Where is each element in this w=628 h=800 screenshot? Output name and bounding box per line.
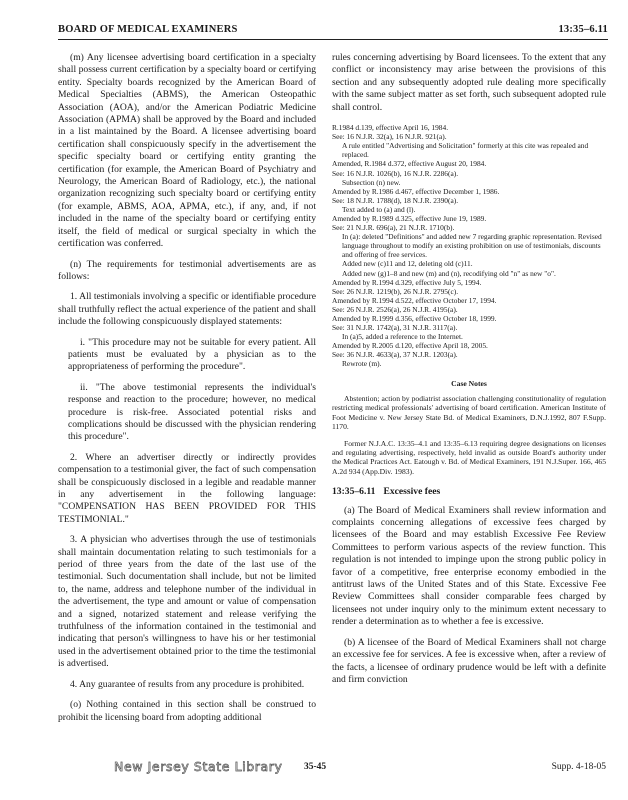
history-line: A rule entitled "Advertising and Solicitation" formerly at this cite was repealed and replaced. (342, 141, 589, 160)
header-section-number: 13:35–6.11 (558, 24, 608, 35)
section-heading (332, 486, 606, 498)
history-notes (332, 123, 606, 369)
paragraph-n-4: 4. Any guarantee of results from any procedure is prohibited. (70, 678, 305, 690)
running-header (58, 24, 608, 40)
page-number: 35-45 (304, 762, 327, 772)
paragraph-n-1: 1. All testimonials involving a specific or identifiable procedure shall truthfully reflect the actual experience of the patient and shall include the following conspicuously displayed statements: (58, 291, 316, 328)
library-watermark: New Jersey State Library (114, 759, 283, 774)
history-line: See: 16 N.J.R. 1026(b), 16 N.J.R. 2286(a). (332, 168, 459, 178)
case-note: Former N.J.A.C. 13:35–4.1 and 13:35–6.13 requiring degree designations on licenses and regulating advertising, respectively, held invalid as outside Board's authority under the Medical Practices Act. Eatough v. Bd. of Medical Examiners, 191 N.J.Super. 166, 465 A.2d 934 (App.Div. 1983). (332, 438, 606, 476)
paragraph-n-1-ii: ii. "The above testimonial represents the individual's response and reaction to the procedure; however, no medical procedure is risk-free. Associated potential risks and complications should be discussed with the physician rendering this procedure". (68, 381, 316, 443)
section-paragraph-b: (b) A licensee of the Board of Medical Examiners shall not charge an excessive fee for services. A fee is excessive when, after a review of the facts, a licensee of ordinary prudence would be left with a definite and firm conviction (332, 636, 606, 685)
history-line: See: 18 N.J.R. 1788(d), 18 N.J.R. 2390(a). (332, 195, 459, 205)
history-line: In (a): deleted "Definitions" and added new 7 regarding graphic representation. Revised language throughout to modify an existing prohibition on use of testimonials, discounts and offering of free services. (342, 232, 602, 260)
history-line: See: 16 N.J.R. 32(a), 16 N.J.R. 921(a). (332, 132, 447, 142)
history-line: See: 26 N.J.R. 1219(b), 26 N.J.R. 2795(c). (332, 286, 459, 296)
history-line: See: 21 N.J.R. 696(a), 21 N.J.R. 1710(b). (332, 223, 455, 233)
header-title: BOARD OF MEDICAL EXAMINERS (58, 24, 238, 35)
history-line: Text added to (a) and (l). (342, 204, 416, 214)
history-line: Added new (c)11 and 12, deleting old (c)11. (342, 259, 473, 269)
paragraph-n-2: 2. Where an advertiser directly or indirectly provides compensation to a testimonial giver, the fact of such compensation shall be conspicuously disclosed in a legible and readable manner in any advertisement in the following language: "COMPENSATION HAS BEEN PROVIDED FOR THIS TESTIMONIAL." (58, 451, 316, 525)
history-line: Amended by R.1986 d.467, effective December 1, 1986. (332, 186, 500, 196)
history-line: Amended by R.1994 d.522, effective October 17, 1994. (332, 295, 497, 305)
paragraph-n: (n) The requirements for testimonial advertisements are as follows: (58, 258, 316, 282)
paragraph-n-3: 3. A physician who advertises through the use of testimonials shall maintain documentation relating to such testimonials for a period of three years from the date of the last use of the testimonial. Such documentation shall include, but not be limited to, the name, address and telephone number of the individual in the advertisement, the type and amount or value of compensation and a signed, notarized statement and release verifying the truthfulness of the information contained in the testimonial and indicating that person's willingness to have his or her testimonial used in the advertisement obtained prior to the time the testimonial is advertised. (58, 534, 316, 670)
paragraph-o: (o) Nothing contained in this section shall be construed to prohibit the licensing board from adopting additional (58, 699, 316, 723)
section-title: Excessive fees (383, 486, 441, 498)
history-line: Subsection (n) new. (342, 177, 401, 187)
history-line: R.1984 d.139, effective April 16, 1984. (332, 123, 449, 133)
history-line: Added new (g)1–8 and new (m) and (n), recodifying old "n" as new "o". (342, 268, 556, 278)
case-notes (332, 379, 606, 477)
supplement-date: Supp. 4-18-05 (551, 762, 606, 772)
paragraph-m: (m) Any licensee advertising board certification in a specialty shall possess current certification by a specialty board or certifying entity. Specialty boards recognized by the American Board of Medical Specialties (ABMS), the American Osteopathic Association (AOA), and/or the American Podiatric Medicine Association (APMA) shall be approved by the Board and included in a list maintained by the Board. A licensee advertising board certification shall conspicuously specify in the advertisement the specific specialty board or certifying entity granting the certification (for example, the American Board of Psychiatry and Neurology, the American Board of Radiology, etc.), the national organization recognizing such specialty board or certifying entity (for example, ABMS, AOA, APMA, etc.), if any, and, if not included in the name of the specialty board or certifying entity itself, the field of medical or surgical specialty in which the certification was conferred. (58, 52, 316, 250)
right-column (332, 52, 606, 686)
section-number: 13:35–6.11 (332, 486, 376, 498)
history-line: Amended by R.1999 d.356, effective October 18, 1999. (332, 314, 497, 323)
history-line: Amended by R.1989 d.325, effective June 19, 1989. (332, 213, 487, 223)
left-column (58, 52, 316, 724)
history-line: See: 36 N.J.R. 4633(a), 37 N.J.R. 1203(a). (332, 350, 458, 360)
paragraph-n-1-i: i. "This procedure may not be suitable for every patient. All patients must be evaluated by a physician as to the appropriateness of performing the procedure". (68, 336, 316, 373)
history-line: See: 31 N.J.R. 1742(a), 31 N.J.R. 3117(a). (332, 323, 458, 333)
history-line: Rewrote (m). (342, 359, 382, 369)
case-note: Abstention; action by podiatrist association challenging constitutionality of regulation restricting medical professionals' advertising of board certification. American Institute of Foot Medicine v. New Jersey State Bd. of Medical Examiners, D.N.J.1992, 807 F.Supp. 1170. (332, 393, 606, 432)
header-rule (58, 39, 608, 40)
paragraph-o-continued: rules concerning advertising by Board licensees. To the extent that any conflict or inconsistency may arise between the provisions of this section and any subsequently adopted rule dealing more specifically with the same subject matter as set forth, such subsequent adopted rule shall control. (332, 52, 606, 113)
history-line: Amended by R.1994 d.329, effective July 5, 1994. (332, 277, 482, 287)
history-line: Amended by R.2005 d.120, effective April 18, 2005. (332, 341, 488, 351)
case-notes-heading: Case Notes (451, 378, 487, 388)
history-line: In (a)5, added a reference to the Internet. (342, 332, 463, 342)
section-paragraph-a: (a) The Board of Medical Examiners shall review information and complaints concerning allegations of excessive fees charged by licensees of the Board and may establish Excessive Fee Review Committees to perform various aspects of the review function. This regulation is not intended to impinge upon the strong public policy in favor of a competitive, free enterprise economy embodied in the antitrust laws of the United States and of this State. Excessive Fee Review Committees shall consider comparable fees charged by licensees not under inquiry only to the minimum extent necessary to render a determination as to whether a fee is excessive. (332, 504, 606, 628)
history-line: Amended, R.1984 d.372, effective August 20, 1984. (332, 159, 487, 169)
history-line: See: 26 N.J.R. 2526(a), 26 N.J.R. 4195(a). (332, 304, 458, 314)
